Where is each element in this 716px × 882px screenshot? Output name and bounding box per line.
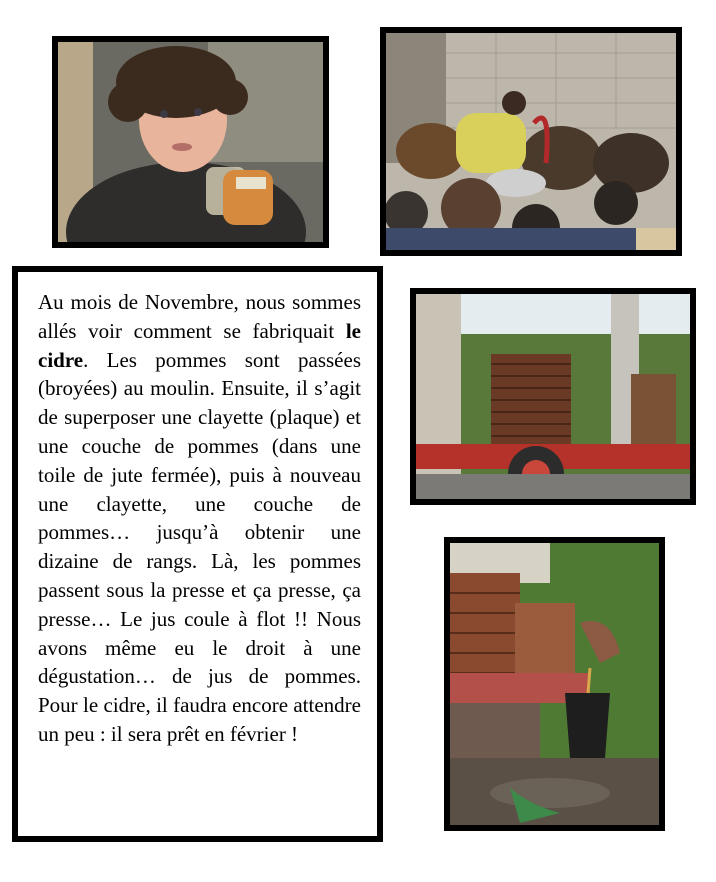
photo-cider-press-machine (410, 288, 696, 505)
photo-juice-flowing-image (450, 543, 659, 825)
photo-cider-press-machine-image (416, 294, 690, 499)
photo-child-drinking-juice-image (58, 42, 323, 242)
photo-child-drinking-juice (52, 36, 329, 248)
article-text-box (12, 266, 383, 842)
article-paragraph (38, 288, 361, 749)
photo-juice-flowing (444, 537, 665, 831)
article-highlight-le-cidre: le cidre (38, 318, 361, 372)
photo-barrels-room (380, 27, 682, 256)
article-text-part2: . Les pommes sont passées (broyées) au moulin. Ensuite, il s’agit de superposer une clayette (plaque) et une couche de pommes (dans une toile de jute fermée), puis à nouveau une clayette, une couche de pommes… jusqu’à obtenir une dizaine de rangs. Là, les pommes passent sous la presse et ça presse, ça presse… Le jus coule à flot !! Nous avons même eu le droit à une dégustation… de jus de pommes. Pour le cidre, il faudra encore attendre un peu : il sera prêt en février ! (38, 347, 361, 746)
article-text-part1: Au mois de Novembre, nous sommes allés voir comment se fabriquait (38, 290, 361, 343)
photo-barrels-room-image (386, 33, 676, 250)
